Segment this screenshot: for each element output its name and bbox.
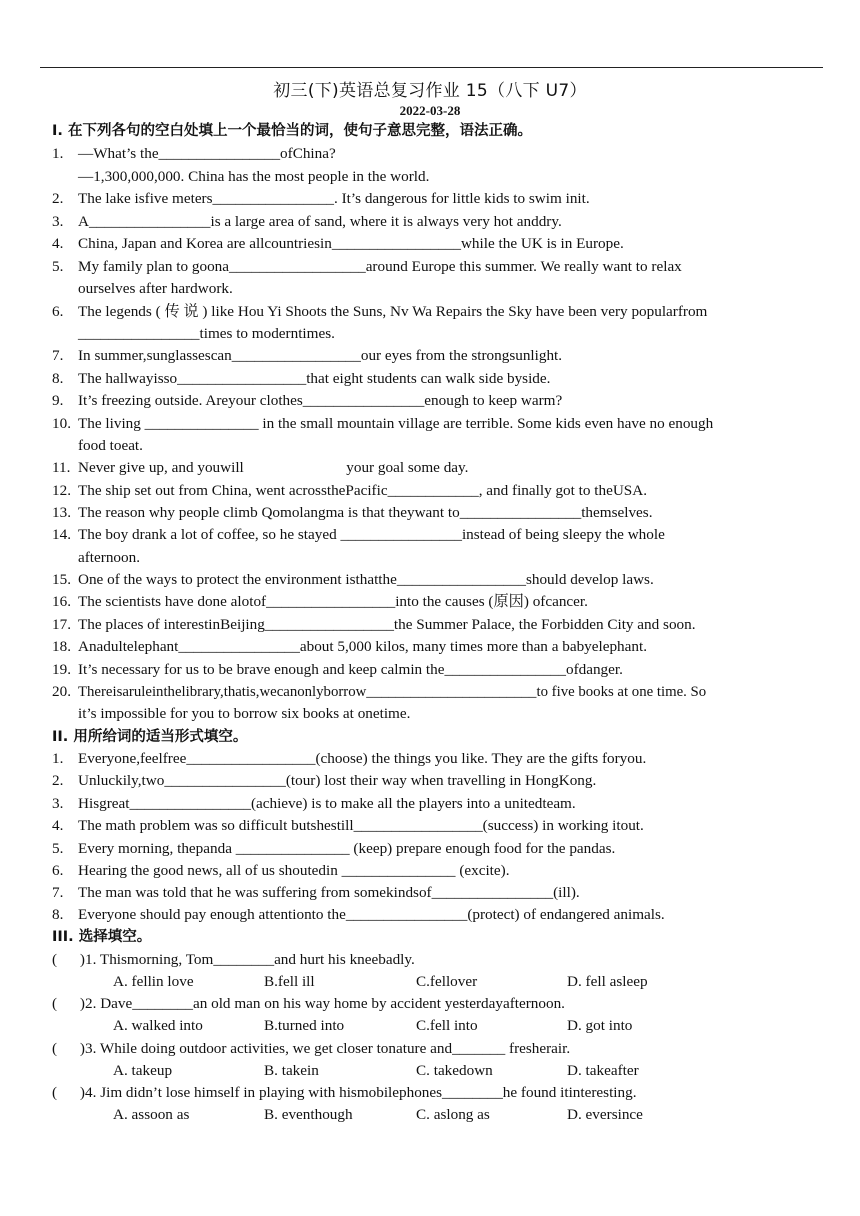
question-number: 1. [52,145,64,162]
worksheet-title: 初三(下)英语总复习作业 15（八下 U7） [273,81,587,101]
question-line [0,703,860,725]
question-number: 13. [52,504,71,521]
answer-bracket: ( ) [52,995,85,1012]
question-text: —1,300,000,000. China has the most people in the world. [78,168,430,185]
question-text: In summer,sunglassescan_________________our eyes from the strongsunlight. [78,347,563,364]
option-a: A. takeup [113,1062,173,1079]
question-text: 1. Thismorning, Tom________and hurt his kneebadly. [85,951,415,968]
question-number: 20. [52,683,71,700]
question-text: food toeat. [78,437,143,454]
option-c: C. aslong as [416,1106,490,1123]
question-number: 2. [52,190,64,207]
question-text: Anadultelephant________________about 5,000 kilos, many times more than a babyelephant. [78,638,647,655]
option-d: D. got into [567,1017,633,1034]
question-text: Hisgreat________________(achieve) is to make all the players into a unitedteam. [78,795,576,812]
question-text: One of the ways to protect the environment isthatthe_________________should develop laws. [78,571,654,588]
question-text: The ship set out from China, went acrossthePacific____________, and finally got to theUSA. [78,482,648,499]
question-text: The places of interestinBeijing_________________the Summer Palace, the Forbidden City and soon. [78,616,696,633]
question-line [0,435,860,457]
question-line [0,480,860,502]
option-c: C.fellover [416,973,478,990]
question-line [0,166,860,188]
question-line [0,748,860,770]
section-heading [0,726,860,748]
question-text: Everyone,feelfree_________________(choose) the things you like. They are the gifts foryou. [78,750,647,767]
option-a: A. walked into [113,1017,203,1034]
question-text: Every morning, thepanda _______________ (keep) prepare enough food for the pandas. [78,840,616,857]
question-text: The legends ( 传 说 ) like Hou Yi Shoots the Suns, Nv Wa Repairs the Sky have been very popularfrom [78,303,708,320]
question-line [0,233,860,255]
question-text: My family plan to goona__________________around Europe this summer. We really want to relax [78,258,682,275]
question-number: 8. [52,906,64,923]
question-text: 4. Jim didn’t lose himself in playing with hismobilephones________he found itinteresting. [85,1084,637,1101]
question-text: The reason why people climb Qomolangma is that theywant to________________themselves. [78,504,653,521]
question-number: 15. [52,571,71,588]
question-text: Never give up, and youwill your goal some day. [78,459,469,476]
question-line [0,547,860,569]
question-number: 17. [52,616,71,633]
section-heading [0,926,860,948]
option-a: A. fellin love [113,973,194,990]
question-line [0,278,860,300]
answer-bracket: ( ) [52,951,85,968]
question-text: 2. Dave________an old man on his way home by accident yesterdayafternoon. [85,995,565,1012]
question-number: 5. [52,258,64,275]
question-text: Everyone should pay enough attentionto the________________(protect) of endangered animals. [78,906,665,923]
question-number: 14. [52,526,71,543]
question-number: 4. [52,235,64,252]
question-line [0,502,860,524]
question-line [0,860,860,882]
question-line [0,659,860,681]
question-line [0,614,860,636]
question-number: 7. [52,884,64,901]
question-line [0,143,860,165]
question-number: 11. [52,459,71,476]
question-number: 4. [52,817,64,834]
option-c: C. takedown [416,1062,493,1079]
option-d: D. fell asleep [567,973,648,990]
question-text: it’s impossible for you to borrow six books at onetime. [78,705,411,722]
question-line [0,591,860,613]
question-line [0,838,860,860]
question-line [0,569,860,591]
question-number: 1. [52,750,64,767]
question-line [0,904,860,926]
question-line [0,323,860,345]
question-line [0,390,860,412]
question-text: afternoon. [78,549,140,566]
question-text: Unluckily,two________________(tour) lost their way when travelling in HongKong. [78,772,597,789]
question-number: 7. [52,347,64,364]
question-line [0,413,860,435]
question-number: 5. [52,840,64,857]
mc-question-line [0,1038,860,1060]
options-line [0,971,860,993]
question-line [0,882,860,904]
question-line [0,188,860,210]
options-line [0,1104,860,1126]
section-1-heading: I. 在下列各句的空白处填上一个最恰当的词，使句子意思完整，语法正确。 [52,123,532,139]
question-line [0,770,860,792]
question-text: Hearing the good news, all of us shoutedin _______________ (excite). [78,862,510,879]
question-text: A________________is a large area of sand, where it is always very hot anddry. [78,213,562,230]
question-text: China, Japan and Korea are allcountriesin_________________while the UK is in Europe. [78,235,624,252]
mc-question-line [0,949,860,971]
question-number: 16. [52,593,71,610]
question-text: The hallwayisso_________________that eight students can walk side byside. [78,370,551,387]
option-a: A. assoon as [113,1106,190,1123]
answer-bracket: ( ) [52,1084,85,1101]
question-text: The living _______________ in the small mountain village are terrible. Some kids even have no enough [78,415,714,432]
question-text: ________________times to moderntimes. [78,325,335,342]
section-heading [0,120,860,142]
option-d: D. takeafter [567,1062,639,1079]
question-text: The lake isfive meters________________. It’s dangerous for little kids to swim init. [78,190,590,207]
section-3-heading: III. 选择填空。 [52,929,152,945]
question-number: 6. [52,303,64,320]
question-text: The math problem was so difficult butshestill_________________(success) in working itout. [78,817,644,834]
question-line [0,256,860,278]
mc-question-line [0,1082,860,1104]
question-number: 8. [52,370,64,387]
question-number: 6. [52,862,64,879]
question-line [0,524,860,546]
question-text: The man was told that he was suffering from somekindsof________________(ill). [78,884,580,901]
question-number: 3. [52,795,64,812]
question-number: 12. [52,482,71,499]
question-text: —What’s the________________ofChina? [78,145,336,162]
top-rule [40,67,823,68]
question-text: The boy drank a lot of coffee, so he stayed ________________instead of being sleepy the whole [78,526,665,543]
question-number: 2. [52,772,64,789]
question-number: 3. [52,213,64,230]
question-line [0,457,860,479]
question-number: 10. [52,415,71,432]
question-line [0,815,860,837]
question-line [0,211,860,233]
question-text: The scientists have done alotof_________________into the causes (原因) ofcancer. [78,593,588,610]
option-b: B.fell ill [264,973,315,990]
question-line [0,345,860,367]
answer-bracket: ( ) [52,1040,85,1057]
question-text: 3. While doing outdoor activities, we get closer tonature and_______ fresherair. [85,1040,571,1057]
option-b: B. eventhough [264,1106,353,1123]
option-b: B.turned into [264,1017,345,1034]
options-line [0,1015,860,1037]
section-2-heading: II. 用所给词的适当形式填空。 [52,729,248,745]
question-text: It’s necessary for us to be brave enough and keep calmin the________________ofdanger. [78,661,623,678]
option-b: B. takein [264,1062,319,1079]
mc-question-line [0,993,860,1015]
question-line [0,636,860,658]
option-d: D. eversince [567,1106,643,1123]
question-line [0,681,860,703]
question-line [0,301,860,323]
question-text: It’s freezing outside. Areyour clothes________________enough to keep warm? [78,392,563,409]
question-number: 18. [52,638,71,655]
question-number: 19. [52,661,71,678]
question-number: 9. [52,392,64,409]
question-line [0,793,860,815]
question-text: Thereisaruleinthelibrary,thatis,wecanonlyborrow_______________________to five books at one time. So [78,684,707,700]
options-line [0,1060,860,1082]
question-text: ourselves after hardwork. [78,280,233,297]
question-line [0,368,860,390]
worksheet-date: 2022-03-28 [399,103,461,118]
option-c: C.fell into [416,1017,478,1034]
